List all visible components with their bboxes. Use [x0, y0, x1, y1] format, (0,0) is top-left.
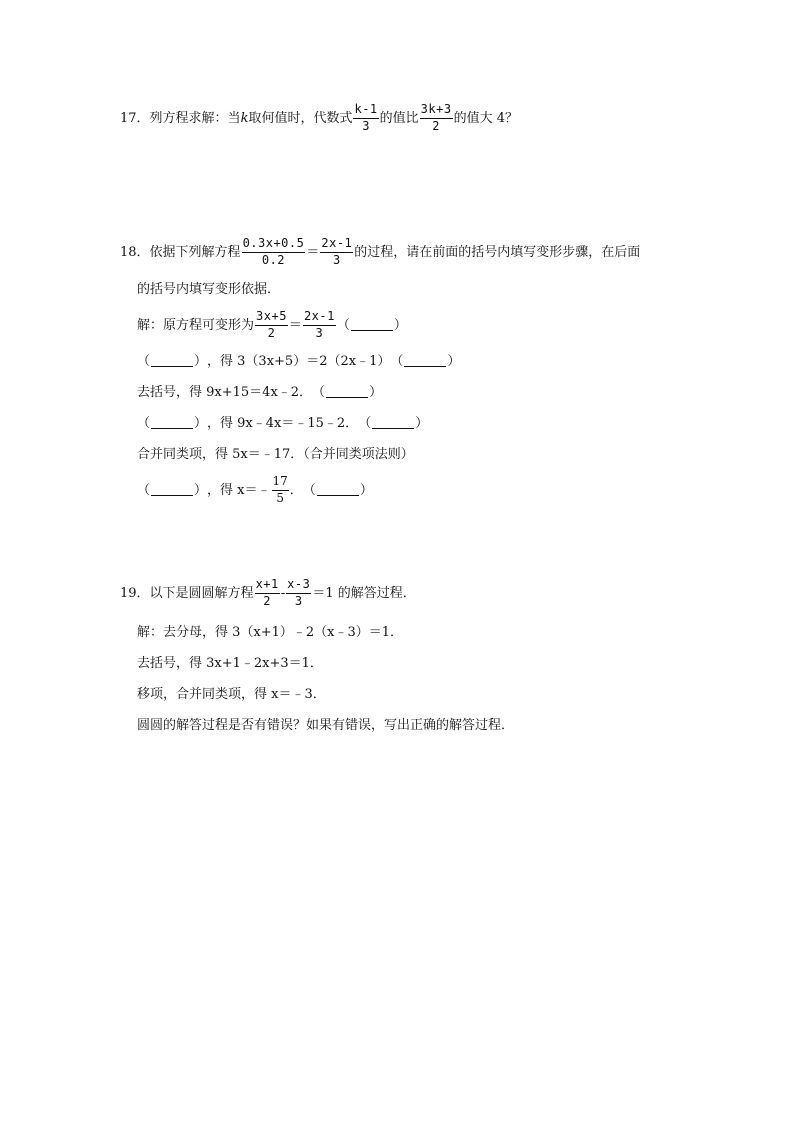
answer-blank[interactable]	[151, 485, 193, 496]
question-prompt: 圆圆的解答过程是否有错误？如果有错误，写出正确的解答过程．	[137, 718, 515, 733]
answer-blank[interactable]	[151, 418, 193, 429]
step-text: ，得 3（3x+5）＝2（2x﹣1）	[207, 354, 391, 369]
fraction	[272, 475, 289, 506]
paren-close: ）	[359, 482, 373, 498]
paren-close: ）	[393, 317, 407, 333]
paren-close: ）	[415, 416, 429, 431]
fraction	[286, 578, 311, 609]
solution-line: 去括号，得 3x+1﹣2x+3＝1．	[137, 656, 323, 671]
paren-close: ）	[447, 354, 461, 369]
step-6	[137, 475, 373, 506]
answer-blank[interactable]	[404, 356, 446, 367]
question-text: 的值比	[379, 110, 419, 126]
paren-close: ）	[369, 385, 383, 400]
paren-close: ）	[194, 354, 208, 369]
step-text: ，得 x＝﹣	[207, 482, 271, 498]
fraction	[420, 103, 453, 134]
step-5	[137, 448, 414, 461]
fraction-denominator: 5	[276, 490, 284, 505]
paren-close: ）	[194, 482, 208, 498]
answer-blank[interactable]	[372, 418, 414, 429]
question-text: 列方程求解：当	[149, 110, 241, 126]
answer-blank[interactable]	[151, 356, 193, 367]
variable-k: k	[240, 110, 249, 126]
step-2	[137, 355, 460, 368]
fraction-denominator: 3	[332, 252, 341, 267]
question-text: 取何值时，代数式	[248, 110, 353, 126]
solution-line: 解：去分母，得 3（x+1）﹣2（x﹣3）＝1．	[137, 625, 404, 640]
fraction-numerator: 3k+3	[420, 103, 453, 119]
minus-sign: -	[280, 585, 286, 601]
question-17	[120, 103, 518, 134]
question-text: 依据下列解方程	[149, 244, 241, 260]
equals-sign: ＝	[288, 317, 302, 333]
fraction-numerator: 2x-1	[320, 237, 353, 253]
paren-close: ）	[194, 416, 208, 431]
question-number: 19．	[120, 585, 150, 601]
step-text: 去括号，得 9x+15＝4x﹣2．	[137, 385, 313, 400]
paren-open: （	[137, 416, 151, 431]
answer-blank[interactable]	[326, 387, 368, 398]
paren-open: （	[390, 354, 404, 369]
fraction	[303, 310, 336, 341]
fraction	[255, 310, 288, 341]
fraction-numerator: 2x-1	[303, 310, 336, 326]
question-19	[120, 578, 416, 609]
fraction-numerator: x-3	[286, 578, 311, 594]
question-text: ＝1 的解答过程．	[312, 585, 416, 601]
paren-open: （	[302, 482, 316, 498]
paren-open: （	[312, 385, 326, 400]
fraction-denominator: 3	[294, 593, 303, 608]
step-4	[137, 417, 428, 430]
fraction-denominator: 2	[263, 593, 272, 608]
fraction-numerator: 3x+5	[255, 310, 288, 326]
paren-open: （	[336, 317, 350, 333]
fraction-denominator: 0.2	[261, 252, 286, 267]
paren-open: （	[137, 354, 151, 369]
step-text: 合并同类项，得 5x＝﹣17．（合并同类项法则）	[137, 447, 414, 462]
fraction-numerator: x+1	[255, 578, 280, 594]
question-number: 17．	[120, 110, 150, 126]
question-18	[120, 237, 640, 268]
step-3	[137, 386, 382, 399]
fraction-denominator: 2	[267, 325, 276, 340]
answer-blank[interactable]	[351, 320, 393, 331]
step-text: ．	[289, 482, 303, 498]
fraction-numerator: 0.3x+0.5	[242, 237, 306, 253]
question-18-line2: 的括号内填写变形依据．	[137, 282, 281, 297]
question-text: 的过程，请在前面的括号内填写变形步骤，在后面	[354, 244, 641, 260]
fraction-denominator: 2	[432, 118, 440, 133]
step-1	[137, 310, 407, 341]
step-text: ，得 9x﹣4x＝﹣15﹣2．	[207, 416, 359, 431]
fraction-numerator: k-1	[353, 103, 378, 119]
fraction	[320, 237, 353, 268]
question-number: 18．	[120, 244, 150, 260]
question-text: 以下是圆圆解方程	[149, 585, 254, 601]
fraction-denominator: 3	[315, 325, 324, 340]
step-text: 解：原方程可变形为	[137, 317, 255, 333]
paren-open: （	[358, 416, 372, 431]
fraction	[242, 237, 306, 268]
fraction	[353, 103, 378, 134]
answer-blank[interactable]	[317, 485, 359, 496]
fraction-denominator: 3	[362, 118, 370, 133]
fraction	[255, 578, 280, 609]
solution-line: 移项，合并同类项，得 x＝﹣3．	[137, 687, 326, 702]
question-text: 的值大 4？	[453, 110, 518, 126]
equals-sign: ＝	[306, 244, 320, 260]
fraction-numerator: 17	[272, 475, 289, 491]
paren-open: （	[137, 482, 151, 498]
